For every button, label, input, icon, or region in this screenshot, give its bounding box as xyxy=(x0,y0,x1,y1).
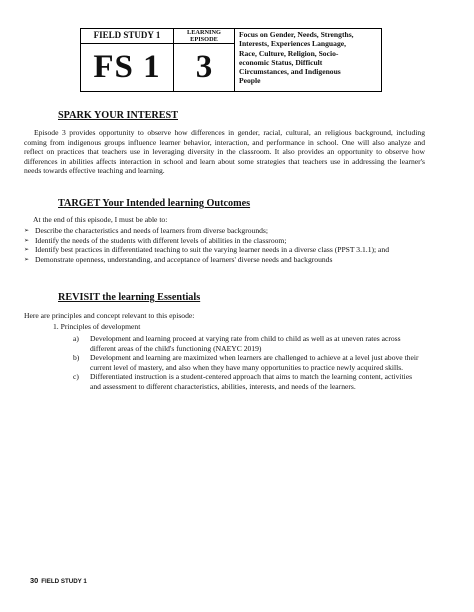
spark-heading: SPARK YOUR INTEREST xyxy=(58,110,179,121)
footer-label: FIELD STUDY 1 xyxy=(41,578,87,585)
arrow-bullet-icon: ➢ xyxy=(24,246,30,254)
list-item: ➢ Identify best practices in differentiated teaching to suit the varying learner needs in a diverse class (PPST 3.1.1); and xyxy=(24,245,389,255)
target-heading: TARGET Your Intended learning Outcomes xyxy=(58,198,251,209)
outcomes-list xyxy=(24,226,424,264)
page-number: 30 xyxy=(30,576,39,585)
list-item: c) Differentiated instruction is a student-centered approach that aims to match the learning content, activities and assessment to different characteristics, abilities, interests, and needs of the learners. xyxy=(73,372,413,391)
learning-episode-label-line-1: LEARNING xyxy=(187,29,221,36)
principles-list xyxy=(73,334,421,392)
list-item: ➢ Demonstrate openness, understanding, and acceptance of learners' diverse needs and backgrounds xyxy=(24,254,333,264)
episode-header-table xyxy=(80,28,382,92)
focus-line: Interests, Experiences Language, xyxy=(239,39,347,49)
learning-episode-label xyxy=(174,29,235,44)
focus-line: Circumstances, and Indigenous xyxy=(239,67,341,77)
target-intro: At the end of this episode, I must be able to: xyxy=(33,215,168,224)
focus-line: Race, Culture, Religion, Socio- xyxy=(239,48,339,58)
episode-focus xyxy=(235,29,382,92)
list-item: b) Development and learning are maximized when learners are challenged to achieve at a level just above their current level of mastery, and also when they have many opportunities to practice newly acquired skills. xyxy=(73,353,419,372)
learning-episode-label-line-2: EPISODE xyxy=(190,36,218,43)
revisit-heading: REVISIT the learning Essentials xyxy=(58,292,201,303)
fs-code: FS 1 xyxy=(81,44,174,92)
item-marker: c) xyxy=(73,372,79,382)
episode-number: 3 xyxy=(174,44,235,92)
page-footer xyxy=(30,576,87,585)
list-item: ➢ Describe the characteristics and needs of learners from diverse backgrounds; xyxy=(24,226,268,235)
principles-section-title: 1. Principles of development xyxy=(53,322,141,331)
arrow-bullet-icon: ➢ xyxy=(24,236,30,244)
field-study-label: FIELD STUDY 1 xyxy=(81,29,174,44)
focus-line: economic Status, Difficult xyxy=(239,57,323,67)
focus-line: Focus on Gender, Needs, Strengths, xyxy=(239,30,354,39)
item-marker: b) xyxy=(73,353,80,363)
arrow-bullet-icon: ➢ xyxy=(24,227,30,234)
spark-paragraph: Episode 3 provides opportunity to observe how differences in gender, racial, cultural, an religious background, including coming from indigenous groups influence learner behavior, interaction, and performance in school. One will also analyze and reflect on practices that teachers use in leveraging diversity in the classroom. It also provides an opportunity to observe how differences in abilities affects interaction in school and learn about some strategies that teachers use in addressing the learner's needs towards effective teaching and learning. xyxy=(24,128,425,176)
item-marker: a) xyxy=(73,334,79,343)
list-item: a) Development and learning proceed at varying rate from child to child as well as at uneven rates across different areas of the child's functioning (NAEYC 2019) xyxy=(73,334,401,353)
revisit-intro: Here are principles and concept relevant to this episode: xyxy=(24,311,195,320)
list-item: ➢ Identify the needs of the students with different levels of abilities in the classroom; xyxy=(24,235,287,245)
focus-line: People xyxy=(239,76,261,86)
arrow-bullet-icon: ➢ xyxy=(24,255,30,263)
